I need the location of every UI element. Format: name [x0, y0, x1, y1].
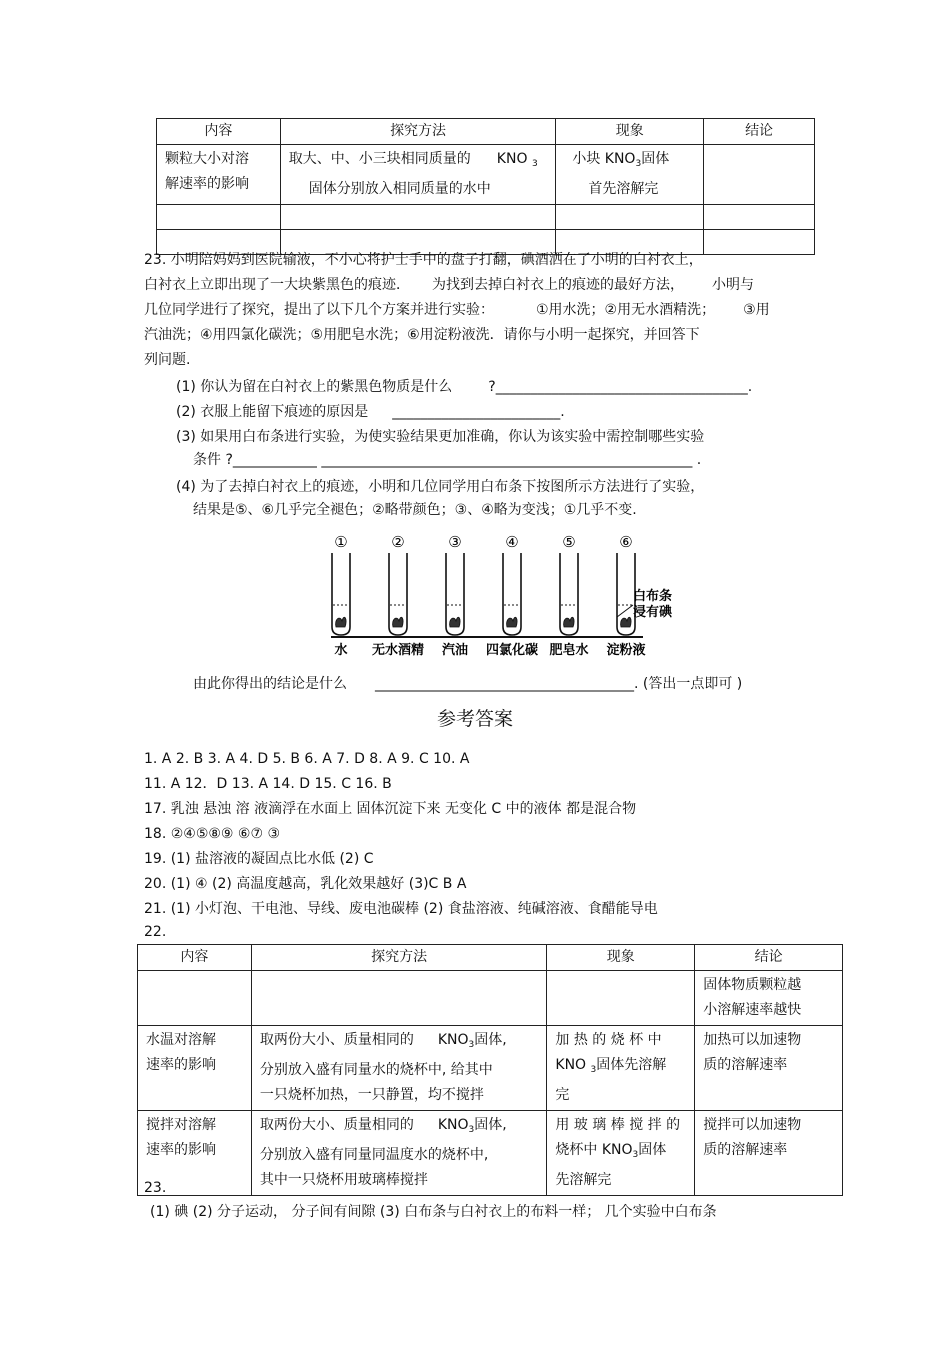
- text: 取两份大小、质量相同的: [259, 1032, 414, 1048]
- test-tube-figure: [325, 533, 673, 658]
- cell-line: 质的溶解速率: [703, 1057, 788, 1073]
- answer-18: 18. ②④⑤⑧⑨ ⑥⑦ ③: [144, 826, 281, 842]
- header-conclusion: 结论: [704, 119, 815, 145]
- inquiry-table-1: [156, 118, 815, 255]
- text: 为找到去掉白衬衣上的痕迹的最好方法，: [432, 277, 684, 293]
- cell-line: 其中一只烧杯用玻璃棒搅拌: [259, 1172, 428, 1188]
- q23-part-3: (3) 如果用白布条进行实验，为使实验结果更加准确，你认为该实验中需控制哪些实验: [176, 429, 705, 445]
- cell-conclusion: [704, 145, 815, 205]
- note-line-2: 浸有碘: [633, 605, 673, 620]
- cell-line: 搅拌对溶解: [146, 1117, 216, 1133]
- cloth-strip: [336, 617, 346, 627]
- answer-22: 22.: [144, 924, 167, 940]
- text: 几位同学进行了探究，提出了以下几个方案并进行实验：: [144, 302, 494, 318]
- answer-blank[interactable]: _____________________________________________________: [321, 452, 693, 468]
- table-row: [138, 1026, 843, 1111]
- tube-label: 无水酒精: [371, 643, 425, 658]
- text: 条件 ?: [193, 452, 233, 468]
- text: 固体: [638, 1142, 667, 1158]
- answer-line-2: 11. A 12．D 13. A 14. D 15. C 16. B: [144, 776, 392, 792]
- answer-21: 21. (1) 小灯泡、干电池、导线、废电池碳棒 (2) 食盐溶液、纯碱溶液、食醋能导电: [144, 901, 658, 917]
- cell-line: 加 热 的 烧 杯 中: [555, 1032, 662, 1048]
- q23-conclusion: [193, 674, 742, 694]
- answer-19: 19. (1) 盐溶液的凝固点比水低 (2) C: [144, 851, 374, 867]
- tube-label: 肥皂水: [549, 643, 589, 658]
- text: ?: [488, 379, 496, 395]
- chem-subscript: 3: [590, 1065, 597, 1075]
- text: 固体先溶解: [596, 1057, 667, 1073]
- chem-formula: KNO: [604, 151, 636, 167]
- text: 取两份大小、质量相同的: [259, 1117, 414, 1133]
- cloth-strip: [564, 617, 574, 627]
- cloth-strip: [621, 617, 631, 627]
- text: 烧杯中: [555, 1142, 598, 1158]
- header-conclusion: 结论: [695, 945, 843, 971]
- q23-line-4: 汽油洗；④用四氯化碳洗；⑤用肥皂水洗；⑥用淀粉液洗．请你与小明一起探究，并回答下: [144, 327, 700, 343]
- chem-subscript: 3: [632, 1150, 639, 1160]
- test-tube-5: [549, 533, 588, 658]
- cell-line: 速率的影响: [146, 1057, 216, 1073]
- chem-subscript: 3: [468, 1125, 475, 1135]
- text: (1) 你认为留在白衬衣上的紫黑色物质是什么: [176, 379, 453, 395]
- cell-line: 质的溶解速率: [703, 1142, 788, 1158]
- text: 固体,: [474, 1117, 507, 1133]
- cell-content: [138, 1026, 252, 1111]
- inquiry-table-2: [137, 944, 843, 1196]
- text: 白衬衣上立即出现了一大块紫黑色的痕迹．: [144, 277, 410, 293]
- cell-line: 完: [555, 1087, 570, 1103]
- table-row: [138, 1111, 843, 1196]
- answer-blank[interactable]: ____________________________________: [495, 379, 748, 395]
- text: .: [560, 404, 565, 420]
- answer-23: 23.: [144, 1180, 167, 1196]
- text: (2) 衣服上能留下痕迹的原因是: [176, 404, 369, 420]
- table-row: [138, 971, 843, 1026]
- cell-method: [251, 1026, 547, 1111]
- q23-line-2: [144, 275, 754, 295]
- cell-phenomenon: [547, 1026, 695, 1111]
- answer-23-line: (1) 碘 (2) 分子运动， 分子间有间隙 (3) 白布条与白衬衣上的布料一样； 几个实验中白布条: [150, 1204, 717, 1220]
- chem-formula: KNO: [496, 151, 528, 167]
- cell-line: 先溶解完: [555, 1172, 612, 1188]
- cloth-strip: [507, 617, 517, 627]
- tube-label: 淀粉液: [606, 643, 646, 658]
- cell-line: 速率的影响: [146, 1142, 216, 1158]
- cell-phenomenon: [547, 971, 695, 1026]
- cell-line: [289, 147, 548, 177]
- text: .: [747, 379, 753, 395]
- chem-formula: KNO: [601, 1142, 633, 1158]
- text: ①用水洗；②用无水酒精洗；: [536, 302, 716, 318]
- header-content: 内容: [157, 119, 281, 145]
- phen-text: 固体: [641, 151, 670, 167]
- q23-part-2: [176, 402, 565, 422]
- text: 由此你得出的结论是什么: [193, 676, 347, 692]
- table-header-row: [157, 119, 815, 145]
- header-method: 探究方法: [280, 119, 556, 145]
- note-line-1: 白布条: [633, 589, 673, 604]
- cell-line: 首先溶解完: [588, 181, 659, 197]
- cell-line: 固体物质颗粒越: [703, 977, 802, 993]
- cell-line: 固体分别放入相同质量的水中: [308, 181, 491, 197]
- cell-line: [555, 1053, 686, 1083]
- answer-blank[interactable]: _____________________________________: [375, 676, 634, 692]
- text: 小明与: [712, 277, 754, 293]
- table-header-row: [138, 945, 843, 971]
- tube-number: ④: [505, 533, 519, 551]
- cell-content: [138, 971, 252, 1026]
- cell-line: [564, 147, 695, 177]
- cell-conclusion: [695, 1026, 843, 1111]
- text: .: [696, 452, 702, 468]
- cell-line: 搅拌可以加速物: [703, 1117, 802, 1133]
- cell-line: 加热可以加速物: [703, 1032, 802, 1048]
- tube-label: 四氯化碳: [485, 643, 539, 658]
- tube-number: ①: [334, 533, 348, 551]
- chem-subscript: 3: [531, 159, 538, 169]
- test-tube-4: [486, 533, 538, 658]
- q23-part-3-cont: [193, 450, 701, 470]
- cell-conclusion: [695, 1111, 843, 1196]
- phen-text: 小块: [572, 151, 601, 167]
- cell-phenomenon: [556, 145, 704, 205]
- tube-number: ⑥: [619, 533, 633, 551]
- cloth-strip: [393, 617, 403, 627]
- header-method: 探究方法: [251, 945, 547, 971]
- cell-line: [260, 1113, 539, 1143]
- text: . (答出一点即可 ): [634, 676, 743, 692]
- text: ③用: [743, 302, 770, 318]
- cell-content: [157, 145, 281, 205]
- header-phenomenon: 现象: [547, 945, 695, 971]
- cell-line: 分别放入盛有同量水的烧杯中, 给其中: [259, 1062, 493, 1078]
- cell-line: 小溶解速率越快: [703, 1002, 802, 1018]
- answer-blank[interactable]: ________________________: [392, 404, 561, 420]
- cell-phenomenon: [547, 1111, 695, 1196]
- tube-number: ③: [448, 533, 462, 551]
- answers-title: 参考答案: [436, 708, 513, 730]
- cell-conclusion: [695, 971, 843, 1026]
- cell-line: [555, 1138, 686, 1168]
- answer-blank[interactable]: ____________: [232, 452, 317, 468]
- tube-number: ②: [391, 533, 405, 551]
- test-tube-3: [442, 533, 468, 658]
- q23-line-1: 23. 小明陪妈妈到医院输液，不小心将护士手中的盘子打翻，碘酒洒在了小明的白衬衣上，: [144, 252, 703, 268]
- tube-number: ⑤: [562, 533, 576, 551]
- chem-formula: KNO: [555, 1057, 587, 1073]
- answer-20: 20. (1) ④ (2) 高温度越高，乳化效果越好 (3)C B A: [144, 876, 467, 892]
- chem-formula: KNO: [437, 1032, 469, 1048]
- header-phenomenon: 现象: [556, 119, 704, 145]
- chem-subscript: 3: [635, 159, 642, 169]
- test-tube-1: [332, 533, 350, 658]
- tube-label: 汽油: [441, 643, 469, 658]
- q23-line-3: [144, 300, 770, 320]
- cell-line: 颗粒大小对溶: [165, 151, 249, 167]
- q23-part-4: (4) 为了去掉白衬衣上的痕迹，小明和几位同学用白布条下按图所示方法进行了实验，: [176, 479, 705, 495]
- q23-part-4-cont: 结果是⑤、⑥几乎完全褪色；②略带颜色；③、④略为变浅；①几乎不变.: [193, 502, 637, 518]
- tube-label: 水: [334, 643, 348, 658]
- table-row: [157, 145, 815, 205]
- cell-line: 水温对溶解: [146, 1032, 216, 1048]
- answer-17: 17. 乳浊 悬浊 溶 液滴浮在水面上 固体沉淀下来 无变化 C 中的液体 都是混合物: [144, 801, 637, 817]
- cell-method: [251, 971, 547, 1026]
- table-row-empty: [157, 205, 815, 230]
- q23-part-1: [176, 377, 752, 397]
- text: 固体,: [474, 1032, 507, 1048]
- cell-line: [260, 1028, 539, 1058]
- cell-line: 分别放入盛有同量同温度水的烧杯中,: [259, 1147, 489, 1163]
- chem-subscript: 3: [468, 1040, 475, 1050]
- answer-line-1: 1. A 2. B 3. A 4. D 5. B 6. A 7. D 8. A 9. C 10. A: [144, 751, 470, 767]
- cell-line: 一只烧杯加热，一只静置，均不搅拌: [259, 1087, 484, 1103]
- q23-line-5: 列问题.: [144, 352, 191, 368]
- method-text: 取大、中、小三块相同质量的: [288, 151, 471, 167]
- cell-line: 用 玻 璃 棒 搅 拌 的: [555, 1117, 681, 1133]
- cell-method: [251, 1111, 547, 1196]
- chem-formula: KNO: [437, 1117, 469, 1133]
- header-content: 内容: [138, 945, 252, 971]
- note-pointer: [617, 605, 633, 617]
- cell-line: 解速率的影响: [165, 176, 249, 192]
- cell-method: [280, 145, 556, 205]
- cloth-strip: [450, 617, 460, 627]
- test-tube-2: [372, 533, 424, 658]
